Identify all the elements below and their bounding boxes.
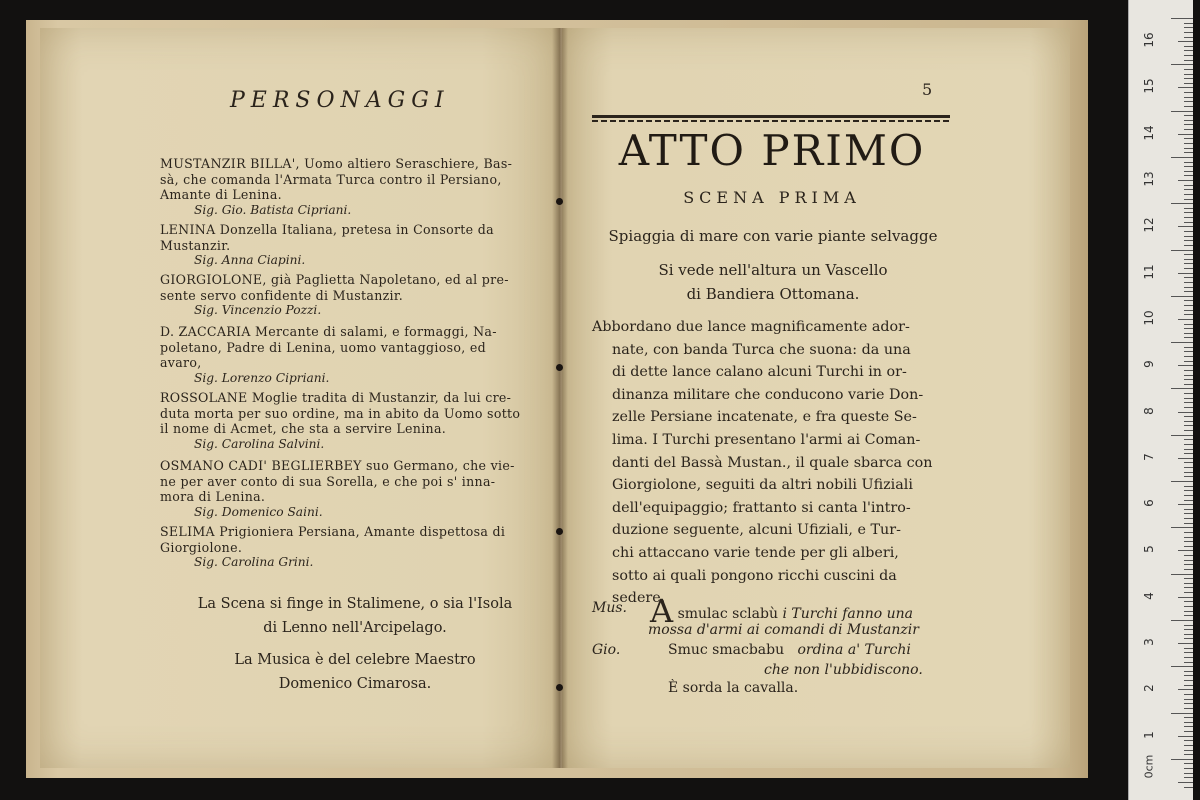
ruler-tick — [1184, 300, 1193, 301]
ruler-tick — [1184, 60, 1193, 61]
ruler-tick — [1171, 388, 1193, 389]
ruler-tick — [1184, 393, 1193, 394]
ruler-tick — [1184, 486, 1193, 487]
ruler-tick — [1184, 546, 1193, 547]
ruler-tick — [1178, 365, 1193, 366]
ruler-number: 2 — [1142, 684, 1156, 693]
ruler-tick — [1184, 703, 1193, 704]
character-entry: OSMANO CADI' BEGLIERBEY suo Germano, che vie- ne per aver conto di sua Sorella, e che poi s' inna- mora di Lenina. Sig. Domenico Saini. — [160, 458, 535, 520]
music-credit-note: La Musica è del celebre Maestro Domenico Cimarosa. — [234, 652, 476, 692]
ruler-tick — [1184, 453, 1193, 454]
ruler-tick — [1184, 726, 1193, 727]
actor-name: Sig. Gio. Batista Cipriani. — [194, 202, 352, 217]
ruler-tick — [1184, 773, 1193, 774]
ruler-tick — [1184, 444, 1193, 445]
ruler-tick — [1184, 291, 1193, 292]
ruler-tick — [1184, 259, 1193, 260]
ruler-tick — [1184, 407, 1193, 408]
ruler-number: 4 — [1142, 591, 1156, 600]
ruler-tick — [1184, 449, 1193, 450]
ruler-tick — [1184, 23, 1193, 24]
ruler-tick — [1184, 750, 1193, 751]
ruler-tick — [1184, 347, 1193, 348]
ruler-tick — [1184, 611, 1193, 612]
ruler-tick — [1184, 185, 1193, 186]
stage-direction-paragraph: Abbordano due lance magnificamente ador- nate, con banda Turca che suona: da una di dette lance calano alcuni Turchi in or- dinanza militare che conducono varie Don- zelle Persiane incatenate, e fra queste Se- lima. I Turchi presentano l'armi ai Coman- danti del Bassà Mustan., il quale sbarca con Giorgiolone, seguiti da altri nobili Ufiziali dell'equipaggio; frattanto si canta l'intro- duzione seguente, alcuni Ufiziali, e Tur- chi attaccano varie tende per gli alberi, sotto ai quali pongono ricchi cuscini da sedere. — [592, 319, 933, 607]
ruler-tick — [1184, 287, 1193, 288]
ruler-tick — [1171, 111, 1193, 112]
scene-title: SCENA PRIMA — [683, 188, 861, 207]
ruler-tick — [1178, 504, 1193, 505]
ruler-tick — [1171, 250, 1193, 251]
ruler-tick — [1171, 620, 1193, 621]
ruler-tick — [1184, 537, 1193, 538]
ruler-tick — [1184, 166, 1193, 167]
ruler-tick — [1184, 55, 1193, 56]
ruler-tick — [1184, 648, 1193, 649]
ruler-tick — [1184, 592, 1193, 593]
ruler-tick — [1184, 120, 1193, 121]
binding-stitch — [556, 364, 563, 371]
ruler-tick — [1178, 736, 1193, 737]
dialogue-line: È sorda la cavalla. — [668, 680, 799, 696]
ruler-tick — [1184, 32, 1193, 33]
ruler-tick — [1184, 337, 1193, 338]
ruler-number: 3 — [1142, 638, 1156, 646]
character-entry: MUSTANZIR BILLA', Uomo altiero Seraschiere, Bas- sà, che comanda l'Armata Turca contro il Persiano, Amante di Lenina. Sig. Gio. Batista Cipriani. — [160, 156, 535, 218]
ruler-tick — [1184, 152, 1193, 153]
ruler-tick — [1171, 527, 1193, 528]
ruler-number: 7 — [1142, 453, 1156, 461]
ruler-tick — [1184, 462, 1193, 463]
ruler-tick — [1178, 273, 1193, 274]
ruler-tick — [1171, 296, 1193, 297]
ruler-tick — [1184, 129, 1193, 130]
ruler-tick — [1184, 277, 1193, 278]
ruler-tick — [1184, 745, 1193, 746]
ruler-tick — [1184, 606, 1193, 607]
binding-stitch — [556, 198, 563, 205]
ruler-tick — [1184, 282, 1193, 283]
ruler-tick — [1184, 625, 1193, 626]
ruler-tick — [1184, 222, 1193, 223]
ruler-tick — [1184, 731, 1193, 732]
ruler-tick — [1184, 777, 1193, 778]
ruler-tick — [1184, 379, 1193, 380]
ruler-tick — [1178, 319, 1193, 320]
ruler-tick — [1184, 263, 1193, 264]
ruler-tick — [1184, 518, 1193, 519]
ruler-tick — [1184, 685, 1193, 686]
ruler-number: 9 — [1142, 360, 1156, 369]
ruler-tick — [1184, 439, 1193, 440]
ruler-tick — [1184, 328, 1193, 329]
ruler-tick — [1184, 425, 1193, 426]
ruler-tick — [1184, 430, 1193, 431]
actor-name: Sig. Anna Ciapini. — [194, 253, 306, 267]
ruler-tick — [1171, 713, 1193, 714]
ruler-tick — [1184, 240, 1193, 241]
ruler-tick — [1178, 134, 1193, 135]
ruler-tick — [1184, 208, 1193, 209]
character-entry: LENINA Donzella Italiana, pretesa in Consorte da Mustanzir. Sig. Anna Ciapini. — [160, 222, 535, 269]
ruler-tick — [1184, 564, 1193, 565]
actor-name: Sig. Vincenzio Pozzi. — [194, 303, 322, 317]
ruler-tick — [1184, 634, 1193, 635]
ruler-tick — [1184, 500, 1193, 501]
ruler-tick — [1184, 583, 1193, 584]
ruler-tick — [1184, 578, 1193, 579]
ruler-tick — [1184, 754, 1193, 755]
ruler-tick — [1184, 92, 1193, 93]
actor-name: Sig. Lorenzo Cipriani. — [194, 370, 330, 385]
ruler-tick — [1184, 680, 1193, 681]
ruler-number: 16 — [1142, 32, 1156, 48]
ruler-tick — [1171, 435, 1193, 436]
dialogue-line: A smulac sclabù i Turchi fanno una — [650, 592, 914, 630]
speaker-label: Mus. — [592, 600, 627, 616]
ruler-tick — [1184, 722, 1193, 723]
ruler-tick — [1184, 97, 1193, 98]
ruler-tick — [1184, 787, 1193, 788]
ruler-tick — [1184, 245, 1193, 246]
ruler-tick — [1184, 106, 1193, 107]
decorative-rule — [592, 120, 950, 122]
ruler-number: 11 — [1142, 264, 1156, 280]
ruler-tick — [1184, 467, 1193, 468]
ruler-tick — [1184, 615, 1193, 616]
stage-direction: che non l'ubbidiscono. — [764, 662, 923, 678]
ruler-tick — [1184, 310, 1193, 311]
ruler-tick — [1184, 513, 1193, 514]
ruler-number: 12 — [1142, 217, 1156, 233]
ruler-tick — [1184, 78, 1193, 79]
ruler-tick — [1184, 717, 1193, 718]
ruler-tick — [1171, 64, 1193, 65]
ruler-tick — [1184, 657, 1193, 658]
ruler-tick — [1184, 361, 1193, 362]
ruler-tick — [1184, 384, 1193, 385]
ruler-number: 8 — [1142, 406, 1156, 415]
ruler-tick — [1171, 759, 1193, 760]
ruler-tick — [1178, 412, 1193, 413]
ruler-tick — [1184, 763, 1193, 764]
ruler-tick — [1184, 199, 1193, 200]
scene-location-note: La Scena si finge in Stalimene, o sia l'Isola di Lenno nell'Arcipelago. — [197, 596, 513, 636]
ruler-tick — [1171, 157, 1193, 158]
ruler-tick — [1184, 509, 1193, 510]
ruler-tick — [1171, 18, 1193, 19]
personaggi-heading: PERSONAGGI — [230, 88, 450, 113]
ruler-tick — [1184, 69, 1193, 70]
ruler-tick — [1184, 50, 1193, 51]
ruler-tick — [1184, 148, 1193, 149]
ruler-number: 14 — [1142, 125, 1156, 141]
character-entry: D. ZACCARIA Mercante di salami, e formaggi, Na- poletano, Padre di Lenina, uomo vantaggioso, ed avaro, Sig. Lorenzo Cipriani. — [160, 324, 535, 386]
ruler-tick — [1184, 694, 1193, 695]
ruler-tick — [1184, 143, 1193, 144]
ruler-tick — [1184, 101, 1193, 102]
ruler-tick — [1184, 27, 1193, 28]
ruler-tick — [1184, 740, 1193, 741]
dialogue-line: Smuc smacbabu ordina a' Turchi — [668, 642, 911, 658]
ruler-tick — [1184, 356, 1193, 357]
ruler-tick — [1178, 597, 1193, 598]
ruler-tick — [1184, 768, 1193, 769]
ruler-tick — [1184, 268, 1193, 269]
ruler-tick — [1171, 203, 1193, 204]
character-entry: GIORGIOLONE, già Paglietta Napoletano, ed al pre- sente servo confidente di Mustanzir. Sig. Vincenzio Pozzi. — [160, 272, 535, 319]
measurement-ruler — [1128, 0, 1193, 800]
ruler-tick — [1178, 41, 1193, 42]
ruler-tick — [1178, 226, 1193, 227]
ruler-tick — [1184, 115, 1193, 116]
ruler-tick — [1184, 629, 1193, 630]
page-number: 5 — [922, 80, 933, 99]
setting-description: Spiaggia di mare con varie piante selvagge — [608, 227, 938, 245]
ruler-tick — [1184, 560, 1193, 561]
ruler-tick — [1184, 324, 1193, 325]
character-entry: SELIMA Prigioniera Persiana, Amante dispettosa di Giorgiolone. Sig. Carolina Grini. — [160, 524, 535, 571]
ruler-tick — [1184, 375, 1193, 376]
ruler-tick — [1184, 175, 1193, 176]
ruler-tick — [1184, 398, 1193, 399]
ruler-tick — [1184, 495, 1193, 496]
ruler-tick — [1171, 666, 1193, 667]
actor-name: Sig. Carolina Grini. — [194, 555, 314, 569]
ruler-tick — [1178, 458, 1193, 459]
ruler-tick — [1184, 254, 1193, 255]
ruler-tick — [1184, 138, 1193, 139]
ruler-tick — [1184, 217, 1193, 218]
ruler-tick — [1184, 305, 1193, 306]
ruler-number: 6 — [1142, 499, 1156, 507]
ruler-tick — [1171, 342, 1193, 343]
ruler-number: 10 — [1142, 310, 1156, 326]
ruler-unit-label: 0cm — [1142, 754, 1156, 779]
ruler-tick — [1184, 83, 1193, 84]
ruler-tick — [1184, 402, 1193, 403]
actor-name: Sig. Domenico Saini. — [194, 504, 323, 519]
ruler-tick — [1184, 171, 1193, 172]
ruler-tick — [1184, 523, 1193, 524]
ruler-tick — [1184, 46, 1193, 47]
ruler-tick — [1184, 569, 1193, 570]
ruler-tick — [1178, 87, 1193, 88]
ruler-tick — [1178, 782, 1193, 783]
ruler-number: 13 — [1142, 171, 1156, 187]
ruler-tick — [1184, 162, 1193, 163]
ruler-tick — [1184, 212, 1193, 213]
speaker-label: Gio. — [592, 642, 621, 658]
ruler-tick — [1184, 652, 1193, 653]
ruler-tick — [1184, 194, 1193, 195]
ruler-tick — [1184, 638, 1193, 639]
setting-description: Si vede nell'altura un Vascello di Bandiera Ottomana. — [658, 261, 888, 303]
ruler-tick — [1184, 370, 1193, 371]
act-title: ATTO PRIMO — [618, 126, 926, 175]
ruler-tick — [1184, 333, 1193, 334]
ruler-tick — [1184, 37, 1193, 38]
ruler-tick — [1184, 314, 1193, 315]
ruler-tick — [1184, 532, 1193, 533]
ruler-tick — [1184, 555, 1193, 556]
ruler-tick — [1184, 476, 1193, 477]
ruler-tick — [1184, 189, 1193, 190]
ruler-tick — [1184, 472, 1193, 473]
stage-direction: mossa d'armi ai comandi di Mustanzir — [648, 622, 919, 638]
ruler-tick — [1178, 180, 1193, 181]
ruler-tick — [1184, 231, 1193, 232]
ruler-tick — [1184, 416, 1193, 417]
ruler-number: 15 — [1142, 78, 1156, 95]
actor-name: Sig. Carolina Salvini. — [194, 436, 325, 451]
ruler-tick — [1184, 587, 1193, 588]
decorative-rule — [592, 115, 950, 118]
ruler-tick — [1184, 601, 1193, 602]
ruler-tick — [1184, 351, 1193, 352]
ruler-tick — [1184, 699, 1193, 700]
ruler-tick — [1184, 708, 1193, 709]
ruler-tick — [1184, 236, 1193, 237]
ruler-tick — [1184, 74, 1193, 75]
ruler-tick — [1184, 124, 1193, 125]
ruler-tick — [1171, 574, 1193, 575]
ruler-tick — [1184, 671, 1193, 672]
binding-stitch — [556, 528, 563, 535]
ruler-tick — [1178, 550, 1193, 551]
ruler-number: 1 — [1142, 730, 1156, 739]
ruler-tick — [1171, 481, 1193, 482]
ruler-tick — [1178, 689, 1193, 690]
ruler-tick — [1184, 421, 1193, 422]
ruler-tick — [1184, 662, 1193, 663]
ruler-tick — [1178, 643, 1193, 644]
ruler-number: 5 — [1142, 545, 1156, 554]
ruler-tick — [1184, 490, 1193, 491]
character-entry: ROSSOLANE Moglie tradita di Mustanzir, da lui cre- duta morta per suo ordine, ma in abito da Uomo sotto il nome di Acmet, che sta a servire Lenina. Sig. Carolina Salvini. — [160, 390, 535, 452]
ruler-tick — [1184, 541, 1193, 542]
ruler-tick — [1184, 675, 1193, 676]
